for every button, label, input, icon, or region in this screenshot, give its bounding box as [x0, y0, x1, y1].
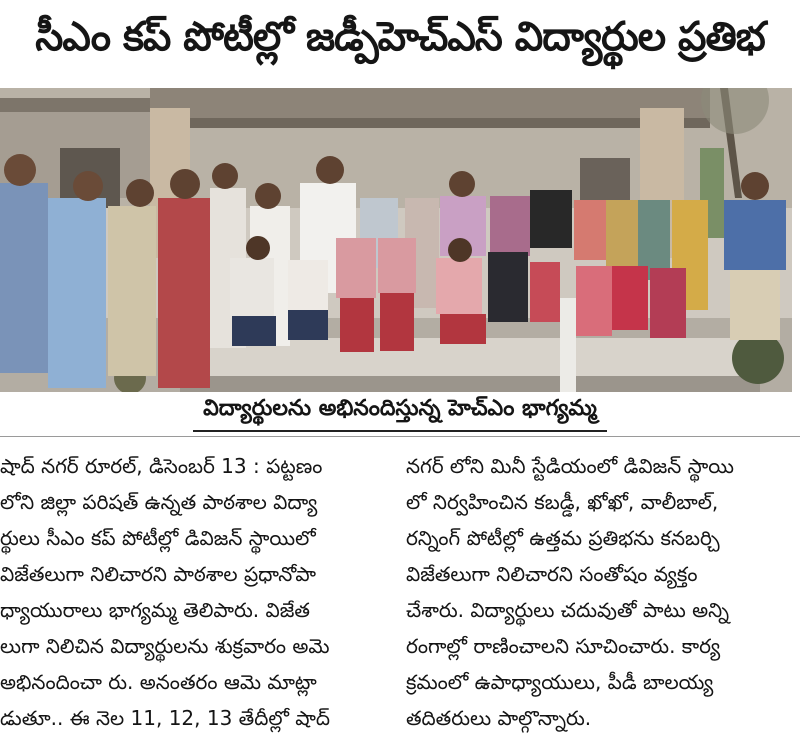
- article-column-left: [0, 448, 384, 748]
- body-line: నగర్ లోని మినీ స్టేడియంలో డివిజన్ స్థాయి: [406, 454, 734, 478]
- body-line: రంగాల్లో రాణించాలని సూచించారు. కార్య: [406, 634, 721, 658]
- photo-caption: విద్యార్థులను అభినందిస్తున్న హెచ్ఎం భాగ్యమ్మ: [193, 396, 607, 432]
- body-line: లో నిర్వహించిన కబడ్డీ, ఖోఖో, వాలీబాల్,: [406, 490, 719, 514]
- body-line: రన్నింగ్ పోటీల్లో ఉత్తమ ప్రతిభను కనబర్చి: [406, 526, 720, 550]
- body-line: లోని జిల్లా పరిషత్ ఉన్నత పాఠశాల విద్యా: [0, 490, 318, 514]
- body-line: ర్థులు సీఎం కప్ పోటీల్లో డివిజన్ స్థాయిలో: [0, 526, 316, 550]
- body-line: లుగా నిలిచిన విద్యార్థులను శుక్రవారం అమె: [0, 634, 330, 658]
- body-line: తదితరులు పాల్గొన్నారు.: [406, 706, 592, 730]
- group-photo: [0, 88, 792, 392]
- body-line: షాద్ నగర్ రూరల్, డిసెంబర్ 13 : పట్టణం: [0, 454, 323, 478]
- body-line: క్రమంలో ఉపాధ్యాయులు, పీడీ బాలయ్య: [406, 670, 714, 694]
- body-line: ధ్యాయురాలు భాగ్యమ్మ తెలిపారు. విజేత: [0, 598, 310, 622]
- photo-caption-container: [0, 392, 800, 436]
- article-headline: సీఎం కప్ పోటీల్లో జడ్పీహెచ్ఎస్ విద్యార్థుల ప్రతిభ: [35, 14, 765, 60]
- body-line: చేశారు. విద్యార్థులు చదువుతో పాటు అన్ని: [406, 598, 730, 622]
- body-line: విజేతలుగా నిలిచారని సంతోషం వ్యక్తం: [406, 562, 698, 586]
- article-column-right: [406, 448, 790, 748]
- body-line: విజేతలుగా నిలిచారని పాఠశాల ప్రధానోపా: [0, 562, 317, 586]
- caption-divider: [0, 436, 800, 437]
- body-line: అభినందించా రు. అనంతరం ఆమె మాట్లా: [0, 670, 317, 694]
- body-line: డుతూ.. ఈ నెల 11, 12, 13 తేదీల్లో షాద్: [0, 706, 331, 730]
